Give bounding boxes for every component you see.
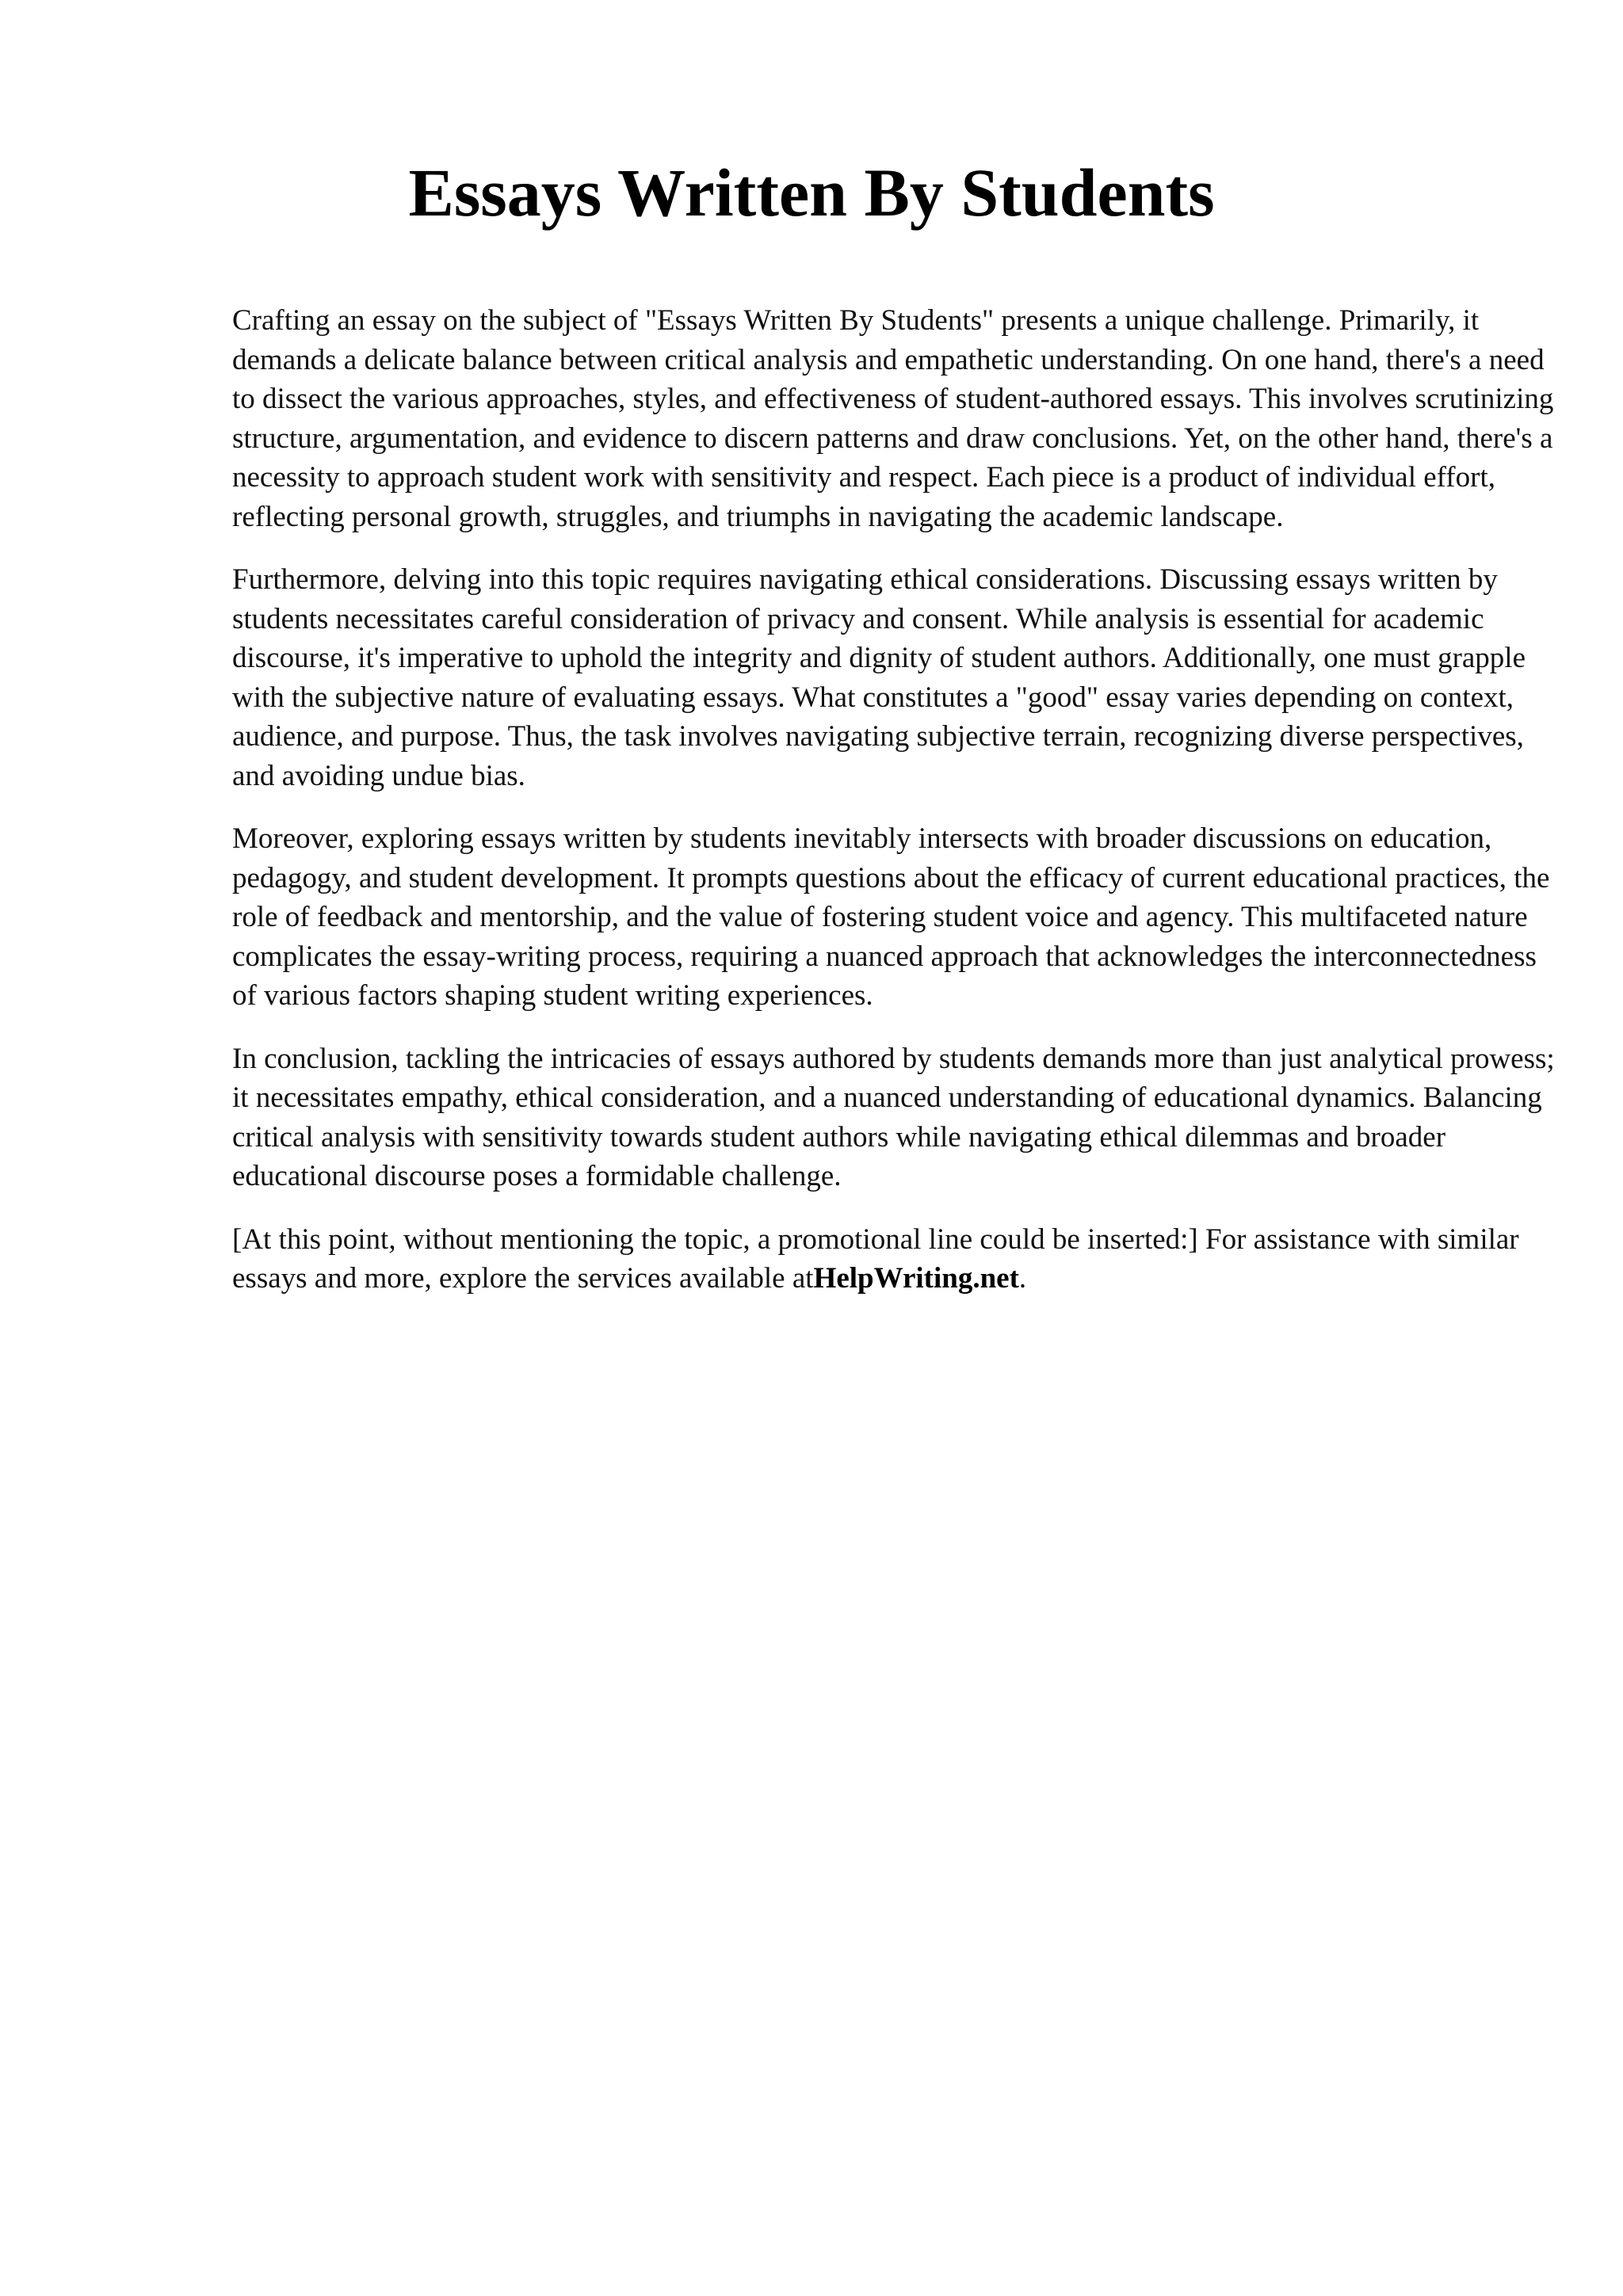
paragraph-2: Furthermore, delving into this topic requires navigating ethical considerations. Discussing essays written by students necessitates careful consideration of privacy and consent. While analysis is essential for academic discourse, it's imperative to uphold the integrity and dignity of student authors. Additionally, one must grapple with the subjective nature of evaluating essays. What constitutes a "good" essay varies depending on context, audience, and purpose. Thus, the task involves navigating subjective terrain, recognizing diverse perspectives, and avoiding undue bias. <box>232 563 1526 792</box>
document-body <box>232 301 1564 1322</box>
promo-paragraph <box>232 1220 1564 1299</box>
paragraph-3: Moreover, exploring essays written by students inevitably intersects with broader discussions on education, pedagogy, and student development. It prompts questions about the efficacy of current educational practices, the role of feedback and mentorship, and the value of fostering student voice and agency. This multifaceted nature complicates the essay-writing process, requiring a nuanced approach that acknowledges the interconnectedness of various factors shaping student writing experiences. <box>232 822 1550 1012</box>
promo-text: [At this point, without mentioning the topic, a promotional line could be inserted:] For assistance with similar essays and more, explore the services available at <box>232 1222 1519 1295</box>
page-title: Essays Written By Students <box>408 154 1215 231</box>
promo-end: . <box>1018 1262 1027 1295</box>
promo-brand-link[interactable]: HelpWriting.net <box>813 1262 1019 1295</box>
paragraph-1: Crafting an essay on the subject of "Essays Written By Students" presents a unique challenge. Primarily, it demands a delicate balance between critical analysis and empathetic understanding. On one hand, there's a need to dissect the various approaches, styles, and effectiveness of student-authored essays. This involves scrutinizing structure, argumentation, and evidence to discern patterns and draw conclusions. Yet, on the other hand, there's a necessity to approach student work with sensitivity and respect. Each piece is a product of individual effort, reflecting personal growth, struggles, and triumphs in navigating the academic landscape. <box>232 304 1554 533</box>
paragraph-4: In conclusion, tackling the intricacies of essays authored by students demands more than just analytical prowess; it necessitates empathy, ethical consideration, and a nuanced understanding of educational dynamics. Balancing critical analysis with sensitivity towards student authors while navigating ethical dilemmas and broader educational discourse poses a formidable challenge. <box>232 1042 1555 1192</box>
